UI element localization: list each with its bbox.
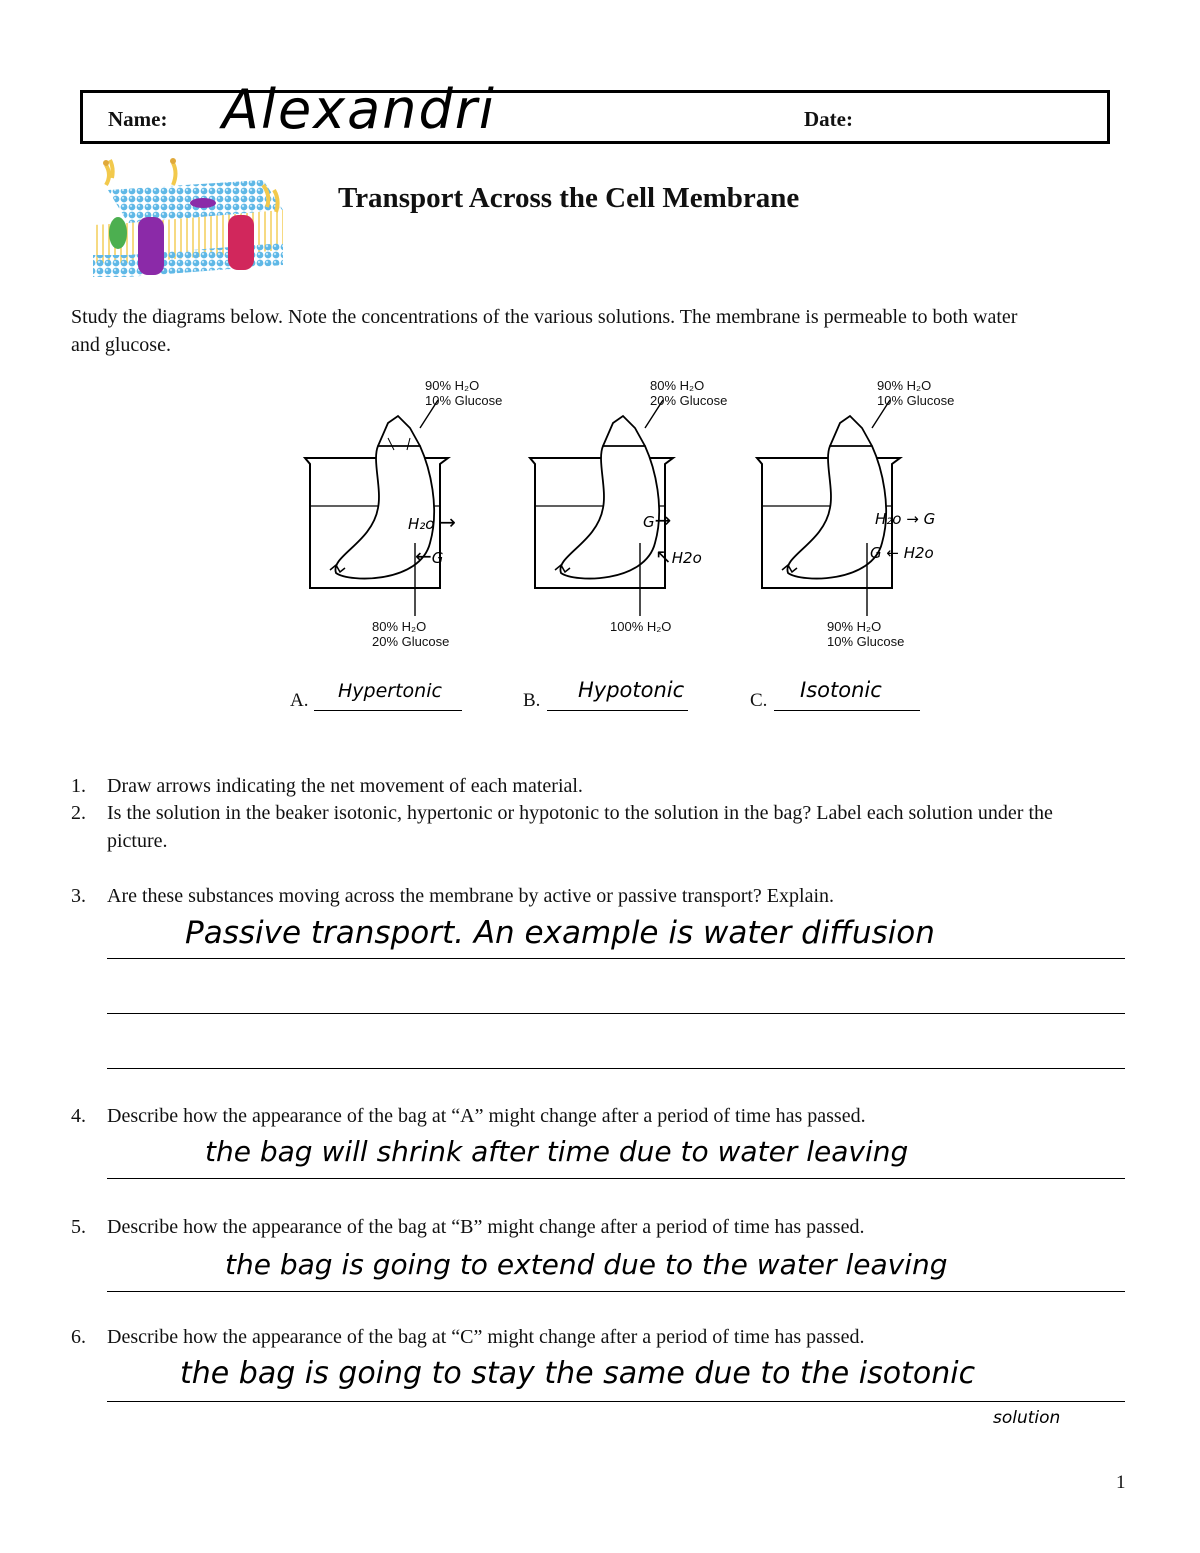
answer-line-3c	[107, 1068, 1125, 1069]
protein-purple	[138, 217, 164, 275]
question-3-answer[interactable]: Passive transport. An example is water diffusion	[185, 915, 935, 951]
label-b-line	[547, 710, 688, 711]
beaker-a-bag-conc: 90% H₂O 10% Glucose	[425, 378, 503, 408]
date-label: Date:	[804, 107, 853, 131]
label-a-line	[314, 710, 462, 711]
beaker-b-arrow-in[interactable]	[655, 544, 702, 568]
beaker-c-bag-conc: 90% H₂O 10% Glucose	[877, 378, 955, 408]
beaker-b-arrow-out[interactable]	[643, 508, 671, 532]
beaker-c	[757, 400, 900, 616]
beaker-a-arrow-in[interactable]	[415, 544, 443, 568]
cell-membrane-illustration	[88, 155, 288, 285]
answer-line-4	[107, 1178, 1125, 1179]
arrow-right-icon: →	[439, 510, 457, 534]
label-a-letter: A.	[290, 690, 309, 711]
beakers-drawing	[270, 368, 980, 658]
page-title: Transport Across the Cell Membrane	[338, 182, 800, 214]
beaker-b-arrow-in-label: H2o	[671, 549, 702, 567]
answer-line-6	[107, 1401, 1125, 1402]
question-4-text: Describe how the appearance of the bag at “A” might change after a period of time has passed.	[107, 1105, 866, 1127]
beaker-c-arrow-out[interactable]: H₂o → G	[875, 510, 936, 528]
arrow-right-icon: →	[654, 508, 672, 532]
beaker-c-solution-conc: 90% H₂O 10% Glucose	[827, 619, 905, 649]
label-c-line	[774, 710, 920, 711]
question-5-text: Describe how the appearance of the bag at “B” might change after a period of time has passed.	[107, 1216, 865, 1238]
label-b-answer[interactable]: Hypotonic	[578, 678, 685, 702]
label-b-letter: B.	[523, 690, 541, 711]
answer-line-5	[107, 1291, 1125, 1292]
question-5-answer[interactable]: the bag is going to extend due to the water leaving	[225, 1248, 948, 1281]
arrow-left-icon: ↖	[655, 544, 672, 568]
question-1-text: Draw arrows indicating the net movement of each material.	[107, 775, 583, 797]
beaker-a-arrow-out-label: H₂o	[408, 515, 435, 533]
beaker-a	[305, 400, 448, 616]
question-3-number: 3.	[71, 885, 86, 907]
question-6-answer-continuation[interactable]: solution	[993, 1408, 1061, 1428]
beaker-diagram	[270, 368, 980, 658]
label-a-answer[interactable]: Hypertonic	[338, 680, 442, 702]
label-c-answer[interactable]: Isotonic	[800, 678, 882, 702]
beaker-a-arrow-in-label: G	[431, 549, 444, 567]
question-6-number: 6.	[71, 1326, 86, 1348]
question-4-answer[interactable]: the bag will shrink after time due to water leaving	[205, 1135, 909, 1168]
protein-red	[228, 215, 254, 270]
beaker-a-solution-conc: 80% H₂O 20% Glucose	[372, 619, 450, 649]
question-3-text: Are these substances moving across the membrane by active or passive transport? Explain.	[107, 885, 835, 907]
beaker-c-arrow-in[interactable]: G ← H2o	[870, 544, 934, 562]
question-5-number: 5.	[71, 1216, 86, 1238]
beaker-b-arrow-out-label: G	[643, 513, 655, 531]
protein-green	[109, 217, 127, 249]
name-value[interactable]: Alexandri	[222, 78, 496, 141]
question-4-number: 4.	[71, 1105, 86, 1127]
answer-line-3a	[107, 958, 1125, 959]
question-6-answer[interactable]: the bag is going to stay the same due to the isotonic	[180, 1356, 976, 1391]
beaker-b-bag-conc: 80% H₂O 20% Glucose	[650, 378, 728, 408]
page-number: 1	[1116, 1472, 1126, 1493]
intro-text: Study the diagrams below. Note the concentrations of the various solutions. The membrane is permeable to both water and glucose.	[71, 306, 1018, 356]
question-1-number: 1.	[71, 775, 86, 797]
beaker-a-arrow-out[interactable]	[408, 510, 456, 534]
beaker-b-solution-conc: 100% H₂O	[610, 619, 672, 634]
question-2-number: 2.	[71, 802, 86, 824]
answer-line-3b	[107, 1013, 1125, 1014]
name-label: Name:	[108, 107, 168, 131]
label-c-letter: C.	[750, 690, 768, 711]
question-6-text: Describe how the appearance of the bag at “C” might change after a period of time has passed.	[107, 1326, 865, 1348]
arrow-left-icon: ←	[415, 544, 432, 568]
question-2-text: Is the solution in the beaker isotonic, hypertonic or hypotonic to the solution in the bag? Label each solution under the picture.	[107, 802, 1053, 852]
